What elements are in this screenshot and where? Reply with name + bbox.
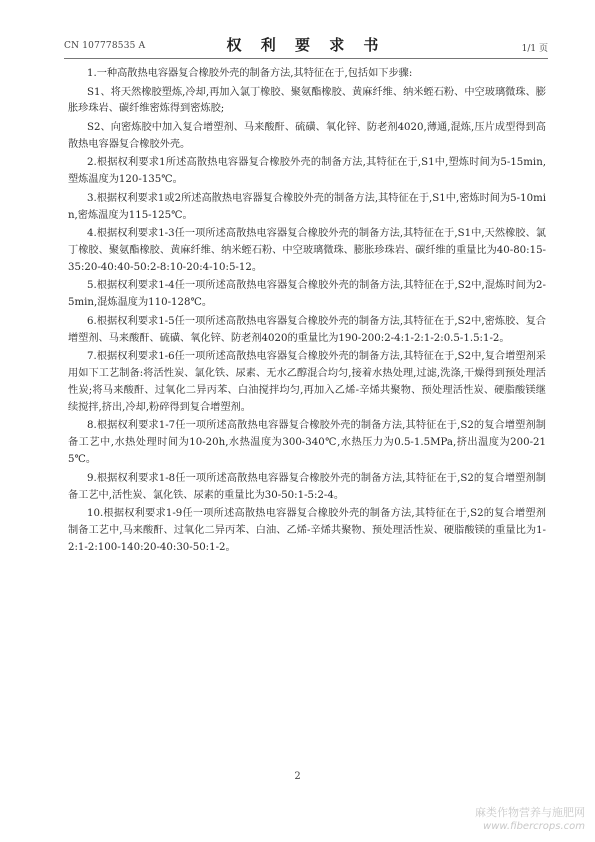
claim-4: 4.根据权利要求1-3任一项所述高散热电容器复合橡胶外壳的制备方法,其特征在于,S1中,天然橡胶、氯丁橡胶、聚氨酯橡胶、黄麻纤维、纳米蛭石粉、中空玻璃微珠、膨胀珍珠岩、碳纤维的重量比为40-80:15-35:20-40:40-50:2-8:10-20:4-10:5-12。	[68, 228, 546, 273]
publication-number: CN 107778535 A	[64, 41, 146, 51]
claim-1-step-s2: S2、向密炼胶中加入复合增塑剂、马来酸酐、硫磺、氧化锌、防老剂4020,薄通,混炼,压片成型得到高散热电容器复合橡胶外壳。	[68, 121, 546, 150]
claim-3: 3.根据权利要求1或2所述高散热电容器复合橡胶外壳的制备方法,其特征在于,S1中,密炼时间为5-10min,密炼温度为115-125℃。	[68, 192, 546, 221]
claim-2: 2.根据权利要求1所述高散热电容器复合橡胶外壳的制备方法,其特征在于,S1中,塑炼时间为5-15min,塑炼温度为120-135℃。	[68, 157, 546, 186]
site-watermark	[425, 806, 585, 833]
page-header	[64, 34, 548, 56]
page-of-indicator: 1/1 页	[521, 44, 548, 54]
claim-5: 5.根据权利要求1-4任一项所述高散热电容器复合橡胶外壳的制备方法,其特征在于,S2中,混炼时间为2-5min,混炼温度为110-128℃。	[68, 280, 546, 309]
claim-10: 10.根据权利要求1-9任一项所述高散热电容器复合橡胶外壳的制备方法,其特征在于,S2的复合增塑剂制备工艺中,马来酸酐、过氧化二异丙苯、白油、乙烯-辛烯共聚物、预处理活性炭、硬脂酸镁的重量比为1-2:1-2:100-140:20-40:30-50:1-2。	[68, 508, 546, 553]
claims-body	[68, 66, 546, 559]
watermark-site-name: 麻类作物营养与施肥网	[475, 806, 585, 819]
claim-1-intro: 1.一种高散热电容器复合橡胶外壳的制备方法,其特征在于,包括如下步骤:	[87, 68, 413, 79]
claim-8: 8.根据权利要求1-7任一项所述高散热电容器复合橡胶外壳的制备方法,其特征在于,S2的复合增塑剂制备工艺中,水热处理时间为10-20h,水热温度为300-340℃,水热压力为0.5-1.5MPa,挤出温度为200-215℃。	[68, 420, 546, 466]
claim-1-step-s1: S1、将天然橡胶塑炼,冷却,再加入氯丁橡胶、聚氨酯橡胶、黄麻纤维、纳米蛭石粉、中空玻璃微珠、膨胀珍珠岩、碳纤维密炼得到密炼胶;	[68, 86, 546, 115]
claim-6: 6.根据权利要求1-5任一项所述高散热电容器复合橡胶外壳的制备方法,其特征在于,S2中,密炼胶、复合增塑剂、马来酸酐、硫磺、氧化锌、防老剂4020的重量比为190-200:2-4:1-2:1-2:0.5-1.5:1-2。	[68, 315, 546, 344]
claim-7: 7.根据权利要求1-6任一项所述高散热电容器复合橡胶外壳的制备方法,其特征在于,S2中,复合增塑剂采用如下工艺制备:将活性炭、氯化铁、尿素、无水乙醇混合均匀,接着水热处理,过滤,洗涤,干燥得到预处理活性炭;将马来酸酐、过氧化二异丙苯、白油搅拌均匀,再加入乙烯-辛烯共聚物、预处理活性炭、硬脂酸镁继续搅拌,挤出,冷却,粉碎得到复合增塑剂。	[68, 351, 546, 413]
document-title: 权 利 要 求 书	[226, 36, 386, 54]
header-divider	[64, 58, 548, 59]
watermark-url: www.fibercrops.com	[483, 821, 585, 832]
page-number: 2	[294, 771, 301, 782]
claim-9: 9.根据权利要求1-8任一项所述高散热电容器复合橡胶外壳的制备方法,其特征在于,S2的复合增塑剂制备工艺中,活性炭、氯化铁、尿素的重量比为30-50:1-5:2-4。	[68, 472, 546, 501]
